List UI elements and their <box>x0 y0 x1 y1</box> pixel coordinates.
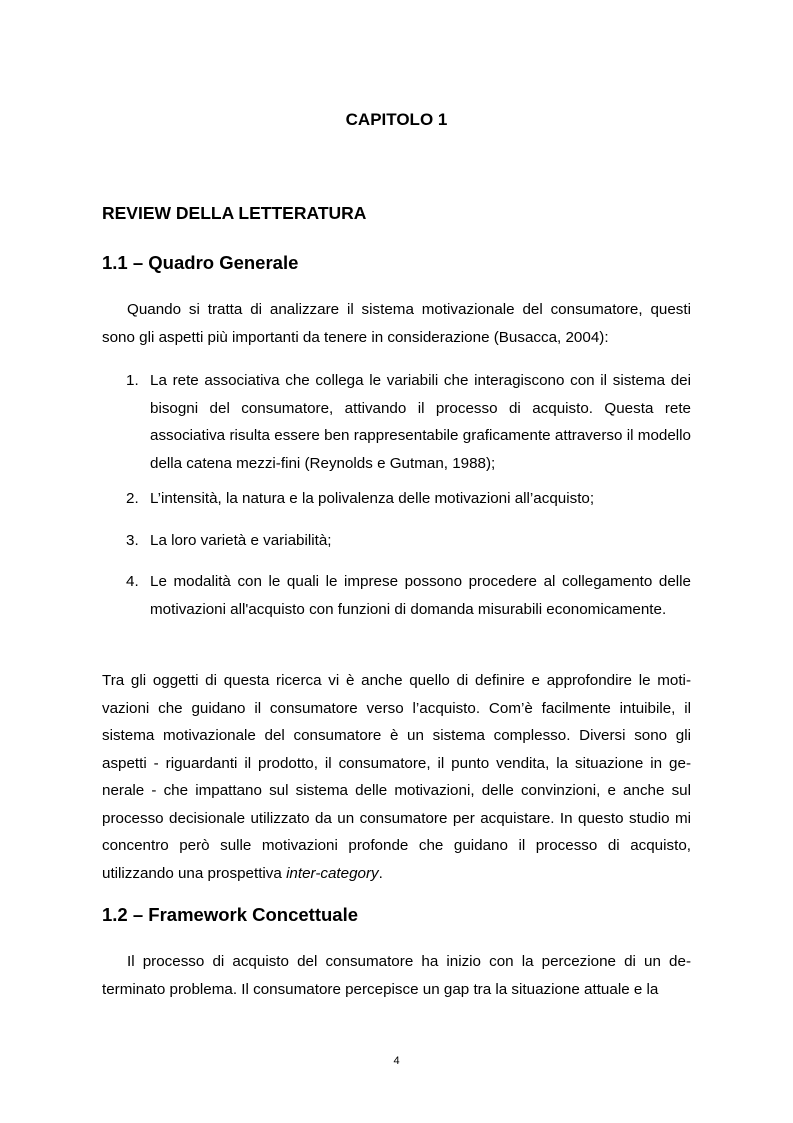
list-item-text: La loro varietà e variabilità; <box>150 531 332 549</box>
section-heading: REVIEW DELLA LETTERATURA <box>102 203 367 223</box>
list-item-number: 4. <box>126 573 139 590</box>
subsection-heading-1-2: 1.2 – Framework Concettuale <box>102 904 359 925</box>
list-item <box>102 527 691 555</box>
list-item <box>102 568 691 623</box>
list-item-text: La rete associativa che collega le variabili che interagiscono con il sistema dei bisogni del consumatore, attivando il processo di acquisto. Questa rete associativa risulta essere ben rappresentabile graficamente attraverso il modello della catena mezzi-fini (Reynolds e Gutman, 1988); <box>150 372 691 472</box>
body-paragraph-text: Tra gli oggetti di questa ricerca vi è anche quello di definire e approfondire le motivazioni che guidano il consumatore verso l’acquisto. Com’è facilmente intuibile, il sistema motivazionale del consumatore è un sistema complesso. Diversi sono gli aspetti - riguardanti il prodotto, il consumatore, il punto vendita, la situazione in generale - che impattano sul sistema delle motivazioni, delle convinzioni, e anche sul processo decisionale utilizzato da un consumatore per acquistare. In questo studio mi concentro però sulle motivazioni profonde che guidano il processo di acquisto, utilizzando una prospettiva <box>102 672 691 882</box>
body-paragraph-end: . <box>378 864 383 882</box>
intro-paragraph: Quando si tratta di analizzare il sistema motivazionale del consumatore, questi sono gli aspetti più importanti da tenere in considerazione (Busacca, 2004): <box>102 301 691 346</box>
list-item-number: 3. <box>126 531 139 549</box>
numbered-list <box>102 367 691 623</box>
list-item-text: Le modalità con le quali le imprese possono procedere al collegamento delle motivazioni all'acquisto con funzioni di domanda misurabili economicamente. <box>150 573 691 618</box>
last-paragraph: Il processo di acquisto del consumatore ha inizio con la percezione di un determinato problema. Il consumatore percepisce un gap tra la situazione attuale e la <box>102 953 691 998</box>
list-item-number: 1. <box>126 372 139 389</box>
body-paragraph <box>102 667 691 887</box>
list-item-number: 2. <box>126 490 139 507</box>
chapter-title: CAPITOLO 1 <box>345 110 448 129</box>
body-paragraph-italic: inter-category <box>286 864 379 882</box>
page-number: 4 <box>393 1055 400 1067</box>
list-item <box>102 485 691 513</box>
list-item-text: L’intensità, la natura e la polivalenza delle motivazioni all’acquisto; <box>150 490 595 507</box>
subsection-heading-1-1: 1.1 – Quadro Generale <box>102 252 299 273</box>
list-item <box>102 367 691 477</box>
